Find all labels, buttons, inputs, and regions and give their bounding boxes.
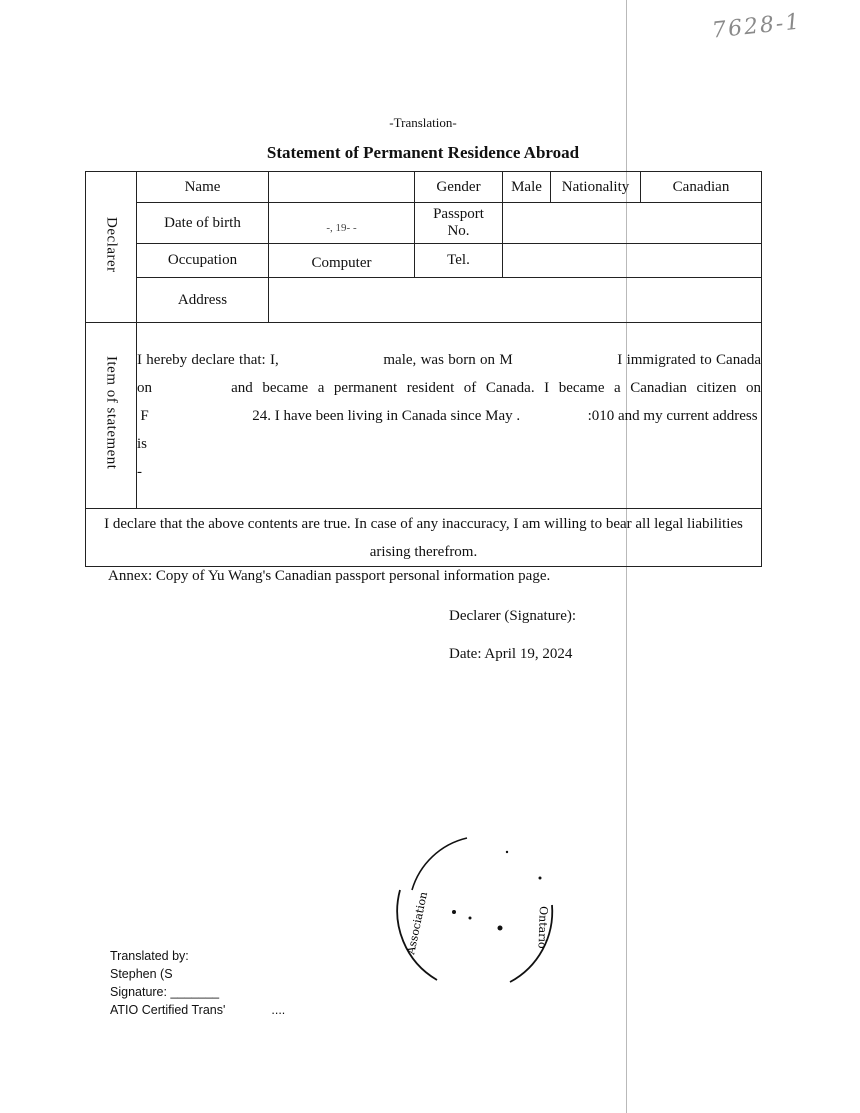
statement-line-3: F 24. I have been living in Canada since May . :010 and my current address is — [137, 407, 758, 452]
translation-label: -Translation- — [389, 115, 457, 130]
translator-signature-line: Signature: _______ — [110, 985, 220, 999]
translator-seal — [392, 830, 562, 1000]
statement-line-2: on and became a permanent resident of Canada. I became a Canadian citizen on — [137, 379, 762, 396]
translator-certification: ATIO Certified Trans' .... — [110, 1003, 286, 1017]
gender-value: Male — [503, 172, 551, 203]
dob-value: -, 19- - — [269, 203, 415, 244]
occupation-value: Computer — [269, 244, 415, 278]
passport-value — [503, 203, 762, 244]
translator-name: Stephen (S — [110, 967, 173, 981]
document-title: Statement of Permanent Residence Abroad — [266, 143, 580, 162]
address-label: Address — [137, 278, 269, 323]
handwritten-file-number: 7628-1 — [710, 9, 803, 44]
address-value — [269, 278, 762, 323]
nationality-label: Nationality — [551, 172, 641, 203]
statement-section-label: Item of statement — [86, 323, 137, 509]
date-label: Date: April 19, 2024 — [449, 646, 573, 662]
gender-label: Gender — [415, 172, 503, 203]
statement-text — [137, 323, 762, 509]
name-label: Name — [137, 172, 269, 203]
tel-label: Tel. — [415, 244, 503, 278]
translated-by-label: Translated by: — [110, 949, 189, 963]
signature-label: Declarer (Signature): — [449, 608, 577, 624]
nationality-value: Canadian — [641, 172, 762, 203]
passport-label: Passport No. — [415, 203, 503, 244]
svg-text:Ontario: Ontario — [535, 905, 550, 949]
tel-value — [503, 244, 762, 278]
translator-block — [110, 947, 285, 1019]
declarer-section-label: Declarer — [86, 172, 137, 323]
occupation-label: Occupation — [137, 244, 269, 278]
statement-line-4: - — [137, 463, 142, 480]
declaration-text: I declare that the above contents are true. In case of any inaccuracy, I am willing to bear all legal liabilities arising therefrom. — [86, 509, 762, 567]
declaration-form-table — [85, 171, 762, 567]
name-value — [269, 172, 415, 203]
statement-line-1: I hereby declare that: I, male, was born on M I immigrated to Canada — [137, 351, 762, 368]
dob-label: Date of birth — [137, 203, 269, 244]
svg-text:Association: Association — [404, 890, 431, 956]
annex-note: Annex: Copy of Yu Wang's Canadian passport personal information page. — [108, 568, 551, 584]
